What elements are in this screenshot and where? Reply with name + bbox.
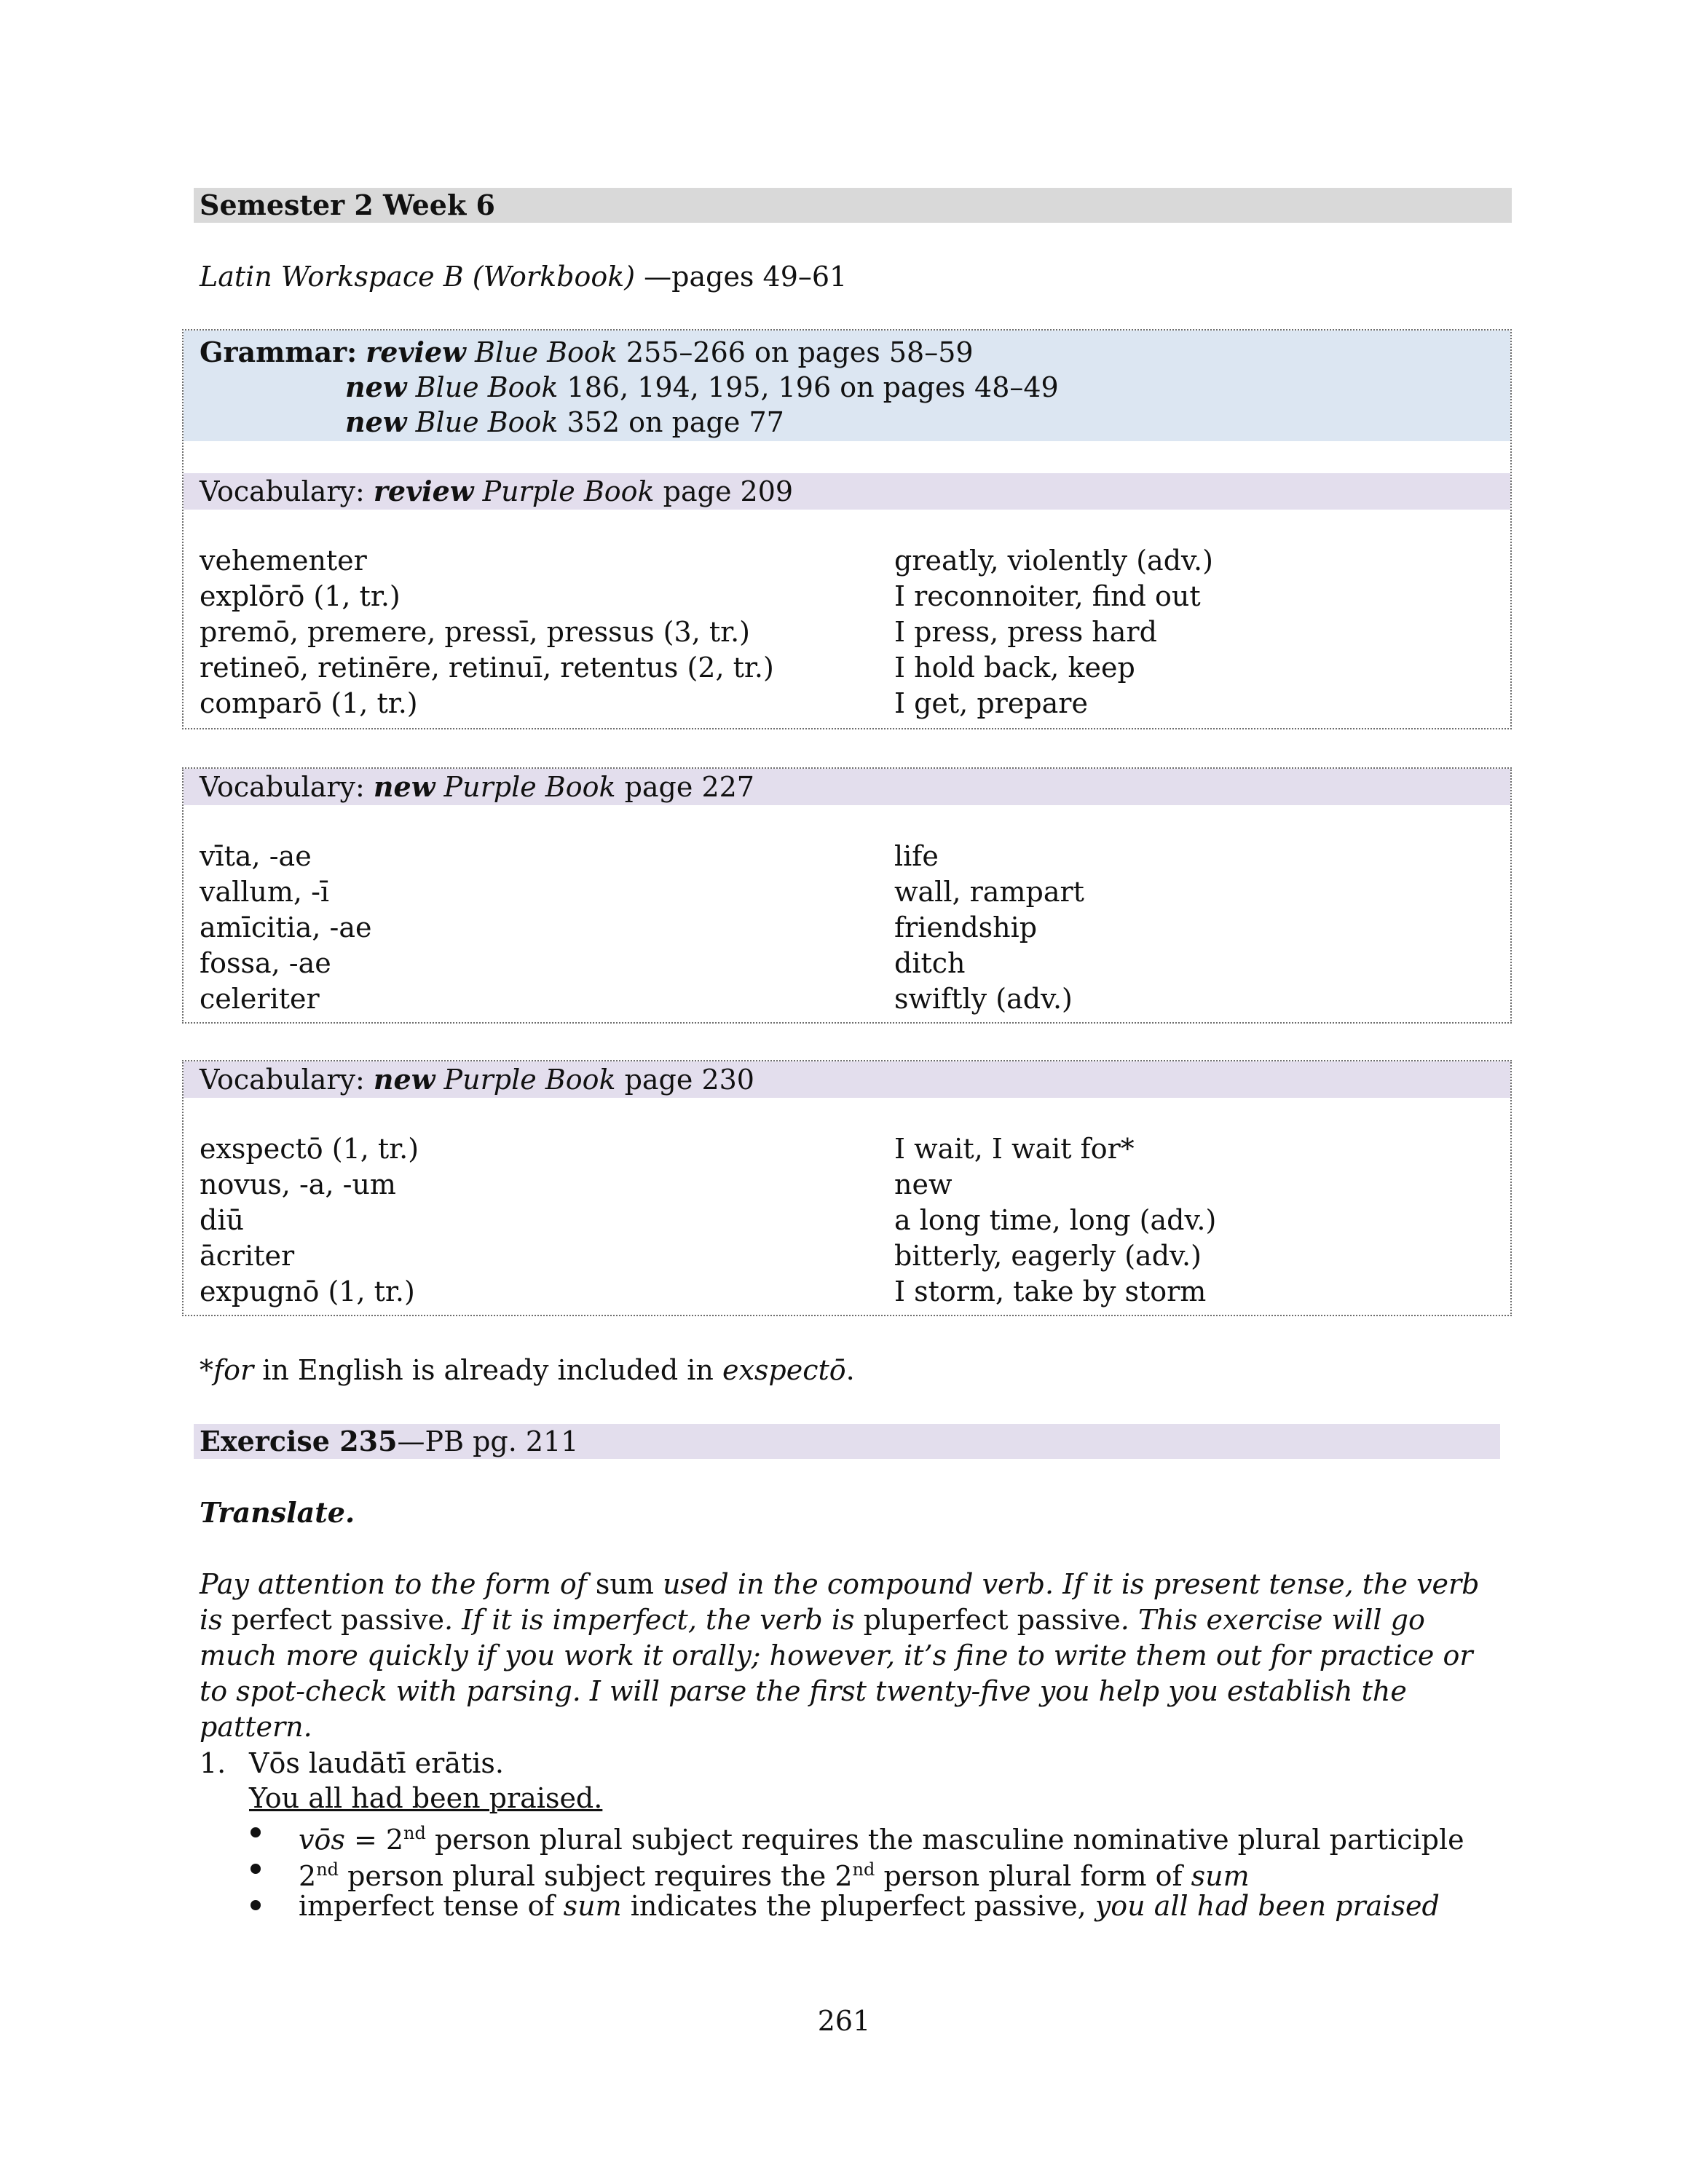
vocab-box-3 bbox=[182, 1060, 1512, 1316]
english-meaning: I hold back, keep bbox=[894, 652, 1135, 684]
english-meaning: greatly, violently (adv.) bbox=[894, 545, 1213, 577]
vocab-entry bbox=[200, 1274, 1510, 1310]
footnote bbox=[200, 1353, 855, 1388]
workbook-line bbox=[200, 259, 847, 294]
bullet-text: 2 bbox=[299, 1860, 317, 1892]
vocab-entry bbox=[200, 686, 1510, 721]
vocab-entry bbox=[200, 614, 1510, 650]
vocab-entry bbox=[200, 946, 1510, 981]
vocab-tag: new bbox=[373, 770, 435, 803]
grammar-tag: new bbox=[345, 405, 407, 438]
latin-word: amīcitia, -ae bbox=[200, 911, 372, 943]
workbook-title: Latin Workspace B (Workbook) bbox=[200, 261, 636, 293]
grammar-book: Blue Book bbox=[415, 371, 559, 403]
vocab-entry bbox=[200, 1131, 1510, 1167]
item-number: 1. bbox=[200, 1747, 226, 1779]
bullet-sup: nd bbox=[316, 1859, 339, 1880]
vocab-book: Purple Book bbox=[443, 1064, 616, 1096]
vocab-entry bbox=[200, 1238, 1510, 1274]
vocab-book: Purple Book bbox=[443, 771, 616, 803]
english-meaning: new bbox=[894, 1168, 953, 1200]
bullet-sup: nd bbox=[403, 1823, 426, 1843]
vocab-list-3 bbox=[184, 1098, 1510, 1315]
vocab-entry bbox=[200, 543, 1510, 579]
week-heading: Semester 2 Week 6 bbox=[194, 188, 1512, 223]
vocab-entry bbox=[200, 579, 1510, 614]
grammar-tag: review bbox=[366, 336, 466, 368]
grammar-label: Grammar: bbox=[200, 336, 358, 368]
english-meaning: I get, prepare bbox=[894, 687, 1088, 719]
latin-word: ācriter bbox=[200, 1240, 295, 1272]
bullet-icon bbox=[251, 1900, 261, 1910]
vocab-book: Purple Book bbox=[482, 475, 655, 507]
para-pluperfect: pluperfect passive bbox=[863, 1604, 1121, 1636]
english-meaning: I press, press hard bbox=[894, 616, 1157, 648]
english-meaning: a long time, long (adv.) bbox=[894, 1204, 1217, 1236]
bullet-3 bbox=[299, 1888, 1440, 1923]
footnote-text: in English is already included in bbox=[253, 1354, 722, 1386]
footnote-word: for bbox=[213, 1354, 254, 1386]
footnote-star: * bbox=[200, 1354, 213, 1386]
latin-word: expugnō (1, tr.) bbox=[200, 1275, 415, 1307]
vocab-heading-1 bbox=[184, 473, 1510, 510]
bullet-1 bbox=[299, 1816, 1464, 1857]
english-meaning: bitterly, eagerly (adv.) bbox=[894, 1240, 1202, 1272]
grammar-line-2 bbox=[345, 370, 1059, 405]
vocab-tag: review bbox=[373, 475, 474, 507]
grammar-book: Blue Book bbox=[415, 406, 559, 438]
vocab-heading-2 bbox=[184, 769, 1510, 805]
instruction: Translate. bbox=[200, 1496, 355, 1529]
english-meaning: wall, rampart bbox=[894, 876, 1084, 908]
vocab-page: page 227 bbox=[615, 771, 754, 803]
latin-word: novus, -a, -um bbox=[200, 1168, 396, 1200]
exercise-title: Exercise 235 bbox=[200, 1425, 398, 1457]
grammar-line-3 bbox=[345, 405, 784, 440]
grammar-tag: new bbox=[345, 371, 407, 403]
grammar-vocab-box bbox=[182, 329, 1512, 729]
para-text: . This exercise will go much more quickly if you work it orally; however, it’s fine to write them out for practice or to spot-check with parsing. I will parse the first twenty-five you help you establish the pattern. bbox=[200, 1604, 1473, 1743]
para-text: . If it is imperfect, the verb is bbox=[444, 1604, 864, 1636]
vocab-page: page 230 bbox=[615, 1064, 754, 1096]
item-answer: You all had been praised. bbox=[249, 1782, 603, 1814]
english-meaning: friendship bbox=[894, 911, 1038, 943]
vocab-prefix: Vocabulary: bbox=[200, 771, 374, 803]
page-number: 261 bbox=[817, 2005, 871, 2037]
latin-word: premō, premere, pressī, pressus (3, tr.) bbox=[200, 616, 751, 648]
latin-word: retineō, retinēre, retinuī, retentus (2, tr.) bbox=[200, 652, 774, 684]
bullet-word: sum bbox=[1191, 1860, 1250, 1892]
latin-word: exspectō (1, tr.) bbox=[200, 1133, 419, 1165]
vocab-entry bbox=[200, 650, 1510, 686]
bullet-text: = 2 bbox=[344, 1824, 404, 1856]
para-sum: sum bbox=[595, 1568, 654, 1600]
bullet-icon bbox=[251, 1864, 261, 1874]
latin-word: vīta, -ae bbox=[200, 840, 312, 872]
para-perfect: perfect passive bbox=[231, 1604, 444, 1636]
bullet-sup: nd bbox=[852, 1859, 875, 1880]
footnote-end: . bbox=[845, 1354, 855, 1386]
bullet-2 bbox=[299, 1852, 1250, 1894]
bullet-text: indicates the pluperfect passive, bbox=[621, 1890, 1095, 1922]
vocab-prefix: Vocabulary: bbox=[200, 1064, 374, 1096]
vocab-tag: new bbox=[373, 1063, 435, 1096]
latin-word: vehementer bbox=[200, 545, 367, 577]
vocab-prefix: Vocabulary: bbox=[200, 475, 374, 507]
latin-word: comparō (1, tr.) bbox=[200, 687, 418, 719]
exercise-ref: —PB pg. 211 bbox=[397, 1425, 579, 1457]
instructions-paragraph bbox=[200, 1567, 1496, 1745]
latin-word: fossa, -ae bbox=[200, 947, 331, 979]
english-meaning: swiftly (adv.) bbox=[894, 983, 1073, 1015]
english-meaning: ditch bbox=[894, 947, 966, 979]
exercise-heading bbox=[194, 1424, 1500, 1459]
english-meaning: life bbox=[894, 840, 939, 872]
grammar-ref: 255–266 on pages 58–59 bbox=[617, 336, 974, 368]
bullet-icon bbox=[251, 1827, 261, 1837]
para-text: used in the compound verb. If it is present tense, the verb is bbox=[200, 1568, 1480, 1636]
latin-word: diū bbox=[200, 1204, 244, 1236]
grammar-line-1 bbox=[200, 335, 974, 370]
latin-word: vallum, -ī bbox=[200, 876, 330, 908]
english-meaning: I reconnoiter, find out bbox=[894, 580, 1201, 612]
vocab-heading-3 bbox=[184, 1061, 1510, 1098]
latin-word: explōrō (1, tr.) bbox=[200, 580, 401, 612]
para-text: Pay attention to the form of bbox=[200, 1568, 596, 1600]
vocab-entry bbox=[200, 1167, 1510, 1203]
workbook-pages: —pages 49–61 bbox=[635, 261, 848, 293]
bullet-text: person plural form of bbox=[875, 1860, 1191, 1892]
vocab-entry bbox=[200, 910, 1510, 946]
footnote-verb: exspectō bbox=[722, 1354, 846, 1386]
vocab-box-2 bbox=[182, 767, 1512, 1024]
bullet-word: you all had been praised bbox=[1095, 1890, 1440, 1922]
vocab-entry bbox=[200, 839, 1510, 874]
latin-word: celeriter bbox=[200, 983, 320, 1015]
bullet-text: imperfect tense of bbox=[299, 1890, 564, 1922]
bullet-word: sum bbox=[563, 1890, 622, 1922]
item-latin: Vōs laudātī erātis. bbox=[249, 1747, 504, 1779]
grammar-ref: 186, 194, 195, 196 on pages 48–49 bbox=[558, 371, 1059, 403]
english-meaning: I wait, I wait for* bbox=[894, 1133, 1135, 1165]
vocab-entry bbox=[200, 981, 1510, 1017]
bullet-text: person plural subject requires the 2 bbox=[339, 1860, 853, 1892]
english-meaning: I storm, take by storm bbox=[894, 1275, 1207, 1307]
bullet-text: person plural subject requires the masculine nominative plural participle bbox=[425, 1824, 1464, 1856]
vocab-list-1 bbox=[184, 510, 1510, 728]
bullet-word: vōs bbox=[299, 1824, 345, 1856]
vocab-list-2 bbox=[184, 805, 1510, 1022]
grammar-section bbox=[184, 331, 1510, 441]
vocab-page: page 209 bbox=[654, 475, 794, 507]
grammar-ref: 352 on page 77 bbox=[558, 406, 784, 438]
vocab-entry bbox=[200, 874, 1510, 910]
grammar-book: Blue Book bbox=[474, 336, 618, 368]
vocab-entry bbox=[200, 1203, 1510, 1238]
